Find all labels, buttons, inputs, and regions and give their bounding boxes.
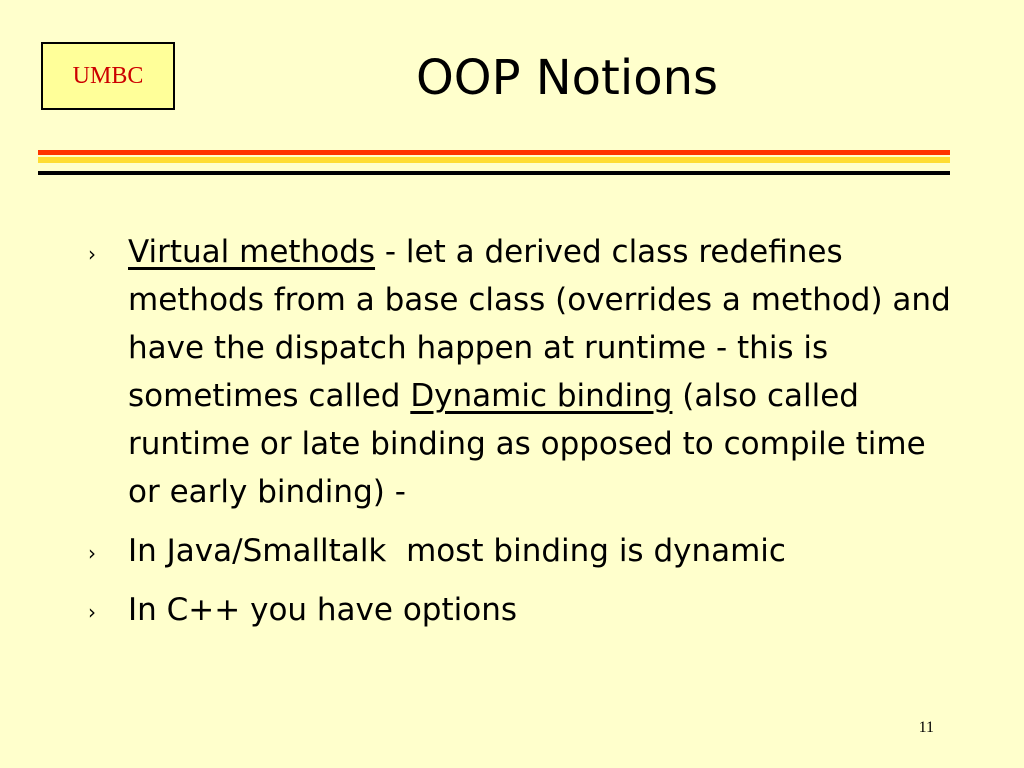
bullet-text: In Java/Smalltalk most binding is dynamic bbox=[128, 533, 786, 569]
bullet-arrow-icon: › bbox=[88, 242, 96, 266]
bullet-arrow-icon: › bbox=[88, 600, 96, 624]
logo-text: UMBC bbox=[72, 63, 144, 89]
bullet-arrow-icon: › bbox=[88, 541, 96, 565]
title-divider-black bbox=[38, 171, 950, 175]
term-dynamic-binding: Dynamic binding bbox=[410, 378, 673, 414]
title-divider-yellow bbox=[38, 157, 950, 163]
bullet-list bbox=[84, 228, 964, 645]
bullet-item-virtual-methods bbox=[84, 228, 964, 516]
title-divider-red bbox=[38, 150, 950, 155]
bullet-item-cpp-options bbox=[84, 586, 964, 634]
bullet-text: - let a derived class redefines methods from a base class (overrides a method) and have the dispatch happen at runtime - this is sometimes called bbox=[128, 234, 951, 414]
page-number: 11 bbox=[918, 719, 934, 736]
slide-title: OOP Notions bbox=[416, 50, 718, 106]
term-virtual-methods: Virtual methods bbox=[128, 234, 376, 270]
bullet-item-java-smalltalk bbox=[84, 527, 964, 575]
bullet-text: (also called runtime or late binding as opposed to compile time or early binding) - bbox=[128, 378, 926, 510]
bullet-text: In C++ you have options bbox=[128, 592, 517, 628]
